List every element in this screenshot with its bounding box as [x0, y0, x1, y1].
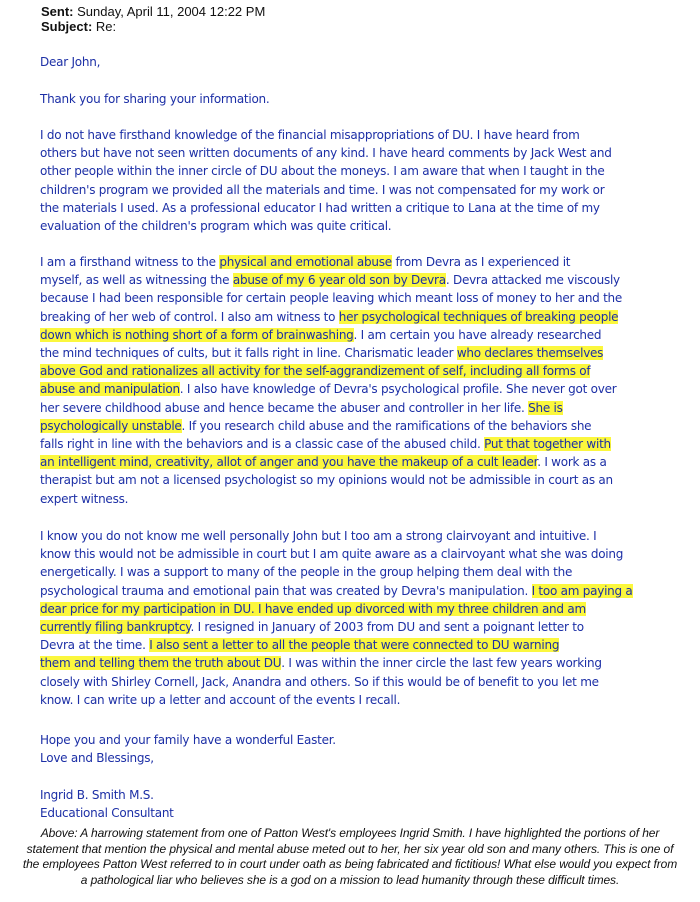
subject-label: Subject: [41, 19, 93, 34]
text-line: because I had been responsible for certain people leaving which meant loss of money to her and the [40, 291, 623, 306]
closing-line: Hope you and your family have a wonderful Easter. [40, 733, 336, 747]
highlight: physical and emotional abuse [219, 255, 392, 269]
highlight: abuse of my 6 year old son by Devra [232, 273, 446, 288]
highlight: Put that together with [484, 437, 611, 452]
paragraph-witness [40, 253, 660, 508]
text-line: falls right in line with the behaviors and is a classic case of the abused child. Put that together with [40, 437, 611, 452]
text-line: children's program we provided all the materials and time. I was not compensated for my work or [40, 182, 605, 197]
greeting: Dear John, [40, 55, 101, 69]
subject-row [41, 19, 116, 34]
text-line: know this would not be admissible in court but I am quite aware as a clairvoyant what she was doing [40, 547, 624, 562]
text-line: I am a firsthand witness to the physical and emotional abuse from Devra as I experienced it [40, 255, 571, 269]
text-line [40, 362, 660, 380]
text-line: the materials I used. As a professional educator I had written a critique to Lana at the time of my [40, 200, 600, 215]
text-line: her severe childhood abuse and hence became the abuser and controller in her life. She is [40, 400, 563, 415]
thanks-line: Thank you for sharing your information. [40, 92, 270, 106]
highlight: psychologically unstable [40, 418, 182, 433]
highlight: She is [528, 400, 563, 415]
paragraph-clairvoyant [40, 527, 660, 709]
sent-row [41, 4, 265, 19]
highlight: down which is nothing short of a form of brainwashing [40, 327, 354, 342]
highlight: who declares themselves [456, 346, 604, 361]
text-line: psychologically unstable. If you research child abuse and the ramifications of the behaviors she [40, 418, 592, 433]
text-line: other people within the inner circle of DU about the moneys. I am aware that when I taught in the [40, 164, 605, 179]
signature [40, 786, 660, 822]
text-line: therapist but am not a licensed psychologist so my opinions would not be admissible in court as an [40, 473, 613, 488]
signature-title: Educational Consultant [40, 806, 174, 821]
caption-line: Above: A harrowing statement from one of Patton West's employees Ingrid Smith. I have highlighted the portions of her [40, 826, 660, 840]
highlight: abuse and manipulation [40, 382, 180, 397]
caption-line: statement that mention the physical and mental abuse meted out to her, her six year old son and many others. This is one of [26, 841, 674, 856]
signature-name: Ingrid B. Smith M.S. [40, 788, 154, 802]
text-line: down which is nothing short of a form of brainwashing. I am certain you have already researched [40, 327, 602, 342]
text-line: know. I can write up a letter and account of the events I recall. [40, 692, 401, 707]
text-line: evaluation of the children's program which was quite critical. [40, 219, 392, 234]
text-line: energetically. I was a support to many of the people in the group helping them deal with the [40, 565, 573, 580]
sent-label: Sent: [41, 4, 74, 19]
text-line: expert witness. [40, 491, 129, 506]
highlight: her psychological techniques of breaking people [338, 309, 619, 324]
text-line: Devra at the time. I also sent a letter to all the people that were connected to DU warning [40, 638, 560, 653]
text-line [40, 600, 660, 618]
highlight: them and telling them the truth about DU [40, 656, 282, 671]
text-line: myself, as well as witnessing the abuse of my 6 year old son by Devra. Devra attacked me viscously [40, 273, 620, 288]
text-line: others but have not seen written documents of any kind. I have heard comments by Jack West and [40, 146, 612, 161]
text-line: the mind techniques of cults, but it falls right in line. Charismatic leader who declares themselves [40, 346, 604, 361]
text-line: I know you do not know me well personally John but I too am a strong clairvoyant and intuitive. I [40, 529, 597, 543]
text-line: I do not have firsthand knowledge of the financial misappropriations of DU. I have heard from [40, 128, 580, 142]
subject-value: Re: [95, 19, 117, 34]
caption-line: the employees Patton West referred to in court under oath as being fabricated and fictitious! What else would you expect from [22, 857, 678, 872]
text-line: closely with Shirley Cornell, Jack, Anandra and others. So if this would be of benefit to you let me [40, 674, 599, 689]
highlight: dear price for my participation in DU. I have ended up divorced with my three children and am [40, 601, 586, 616]
text-line: them and telling them the truth about DU. I was within the inner circle the last few years working [40, 656, 602, 671]
highlight: currently filing bankruptcy [40, 620, 191, 635]
text-line: breaking of her web of control. I also am witness to her psychological techniques of breaking people [40, 309, 619, 324]
caption-line: a pathological liar who believes she is a god on a mission to lead humanity through these difficult times. [80, 872, 620, 887]
closing-line: Love and Blessings, [40, 751, 154, 766]
highlight: an intelligent mind, creativity, allot of anger and you have the makeup of a cult leader [40, 455, 538, 470]
highlight: I too am paying a [531, 583, 633, 598]
closing [40, 731, 660, 767]
text-line: currently filing bankruptcy. I resigned in January of 2003 from DU and sent a poignant letter to [40, 620, 584, 635]
text-line: an intelligent mind, creativity, allot of anger and you have the makeup of a cult leader. I work as a [40, 455, 607, 470]
image-caption [0, 826, 700, 888]
text-line: psychological trauma and emotional pain that was created by Devra's manipulation. I too am paying a [40, 583, 633, 598]
text-line: abuse and manipulation. I also have knowledge of Devra's psychological profile. She never got over [40, 382, 617, 397]
highlight: I also sent a letter to all the people that were connected to DU warning [149, 638, 560, 653]
paragraph-financial [40, 126, 660, 235]
sent-value: Sunday, April 11, 2004 12:22 PM [77, 4, 266, 19]
highlight: above God and rationalizes all activity for the self-aggrandizement of self, including all forms of [40, 364, 591, 379]
